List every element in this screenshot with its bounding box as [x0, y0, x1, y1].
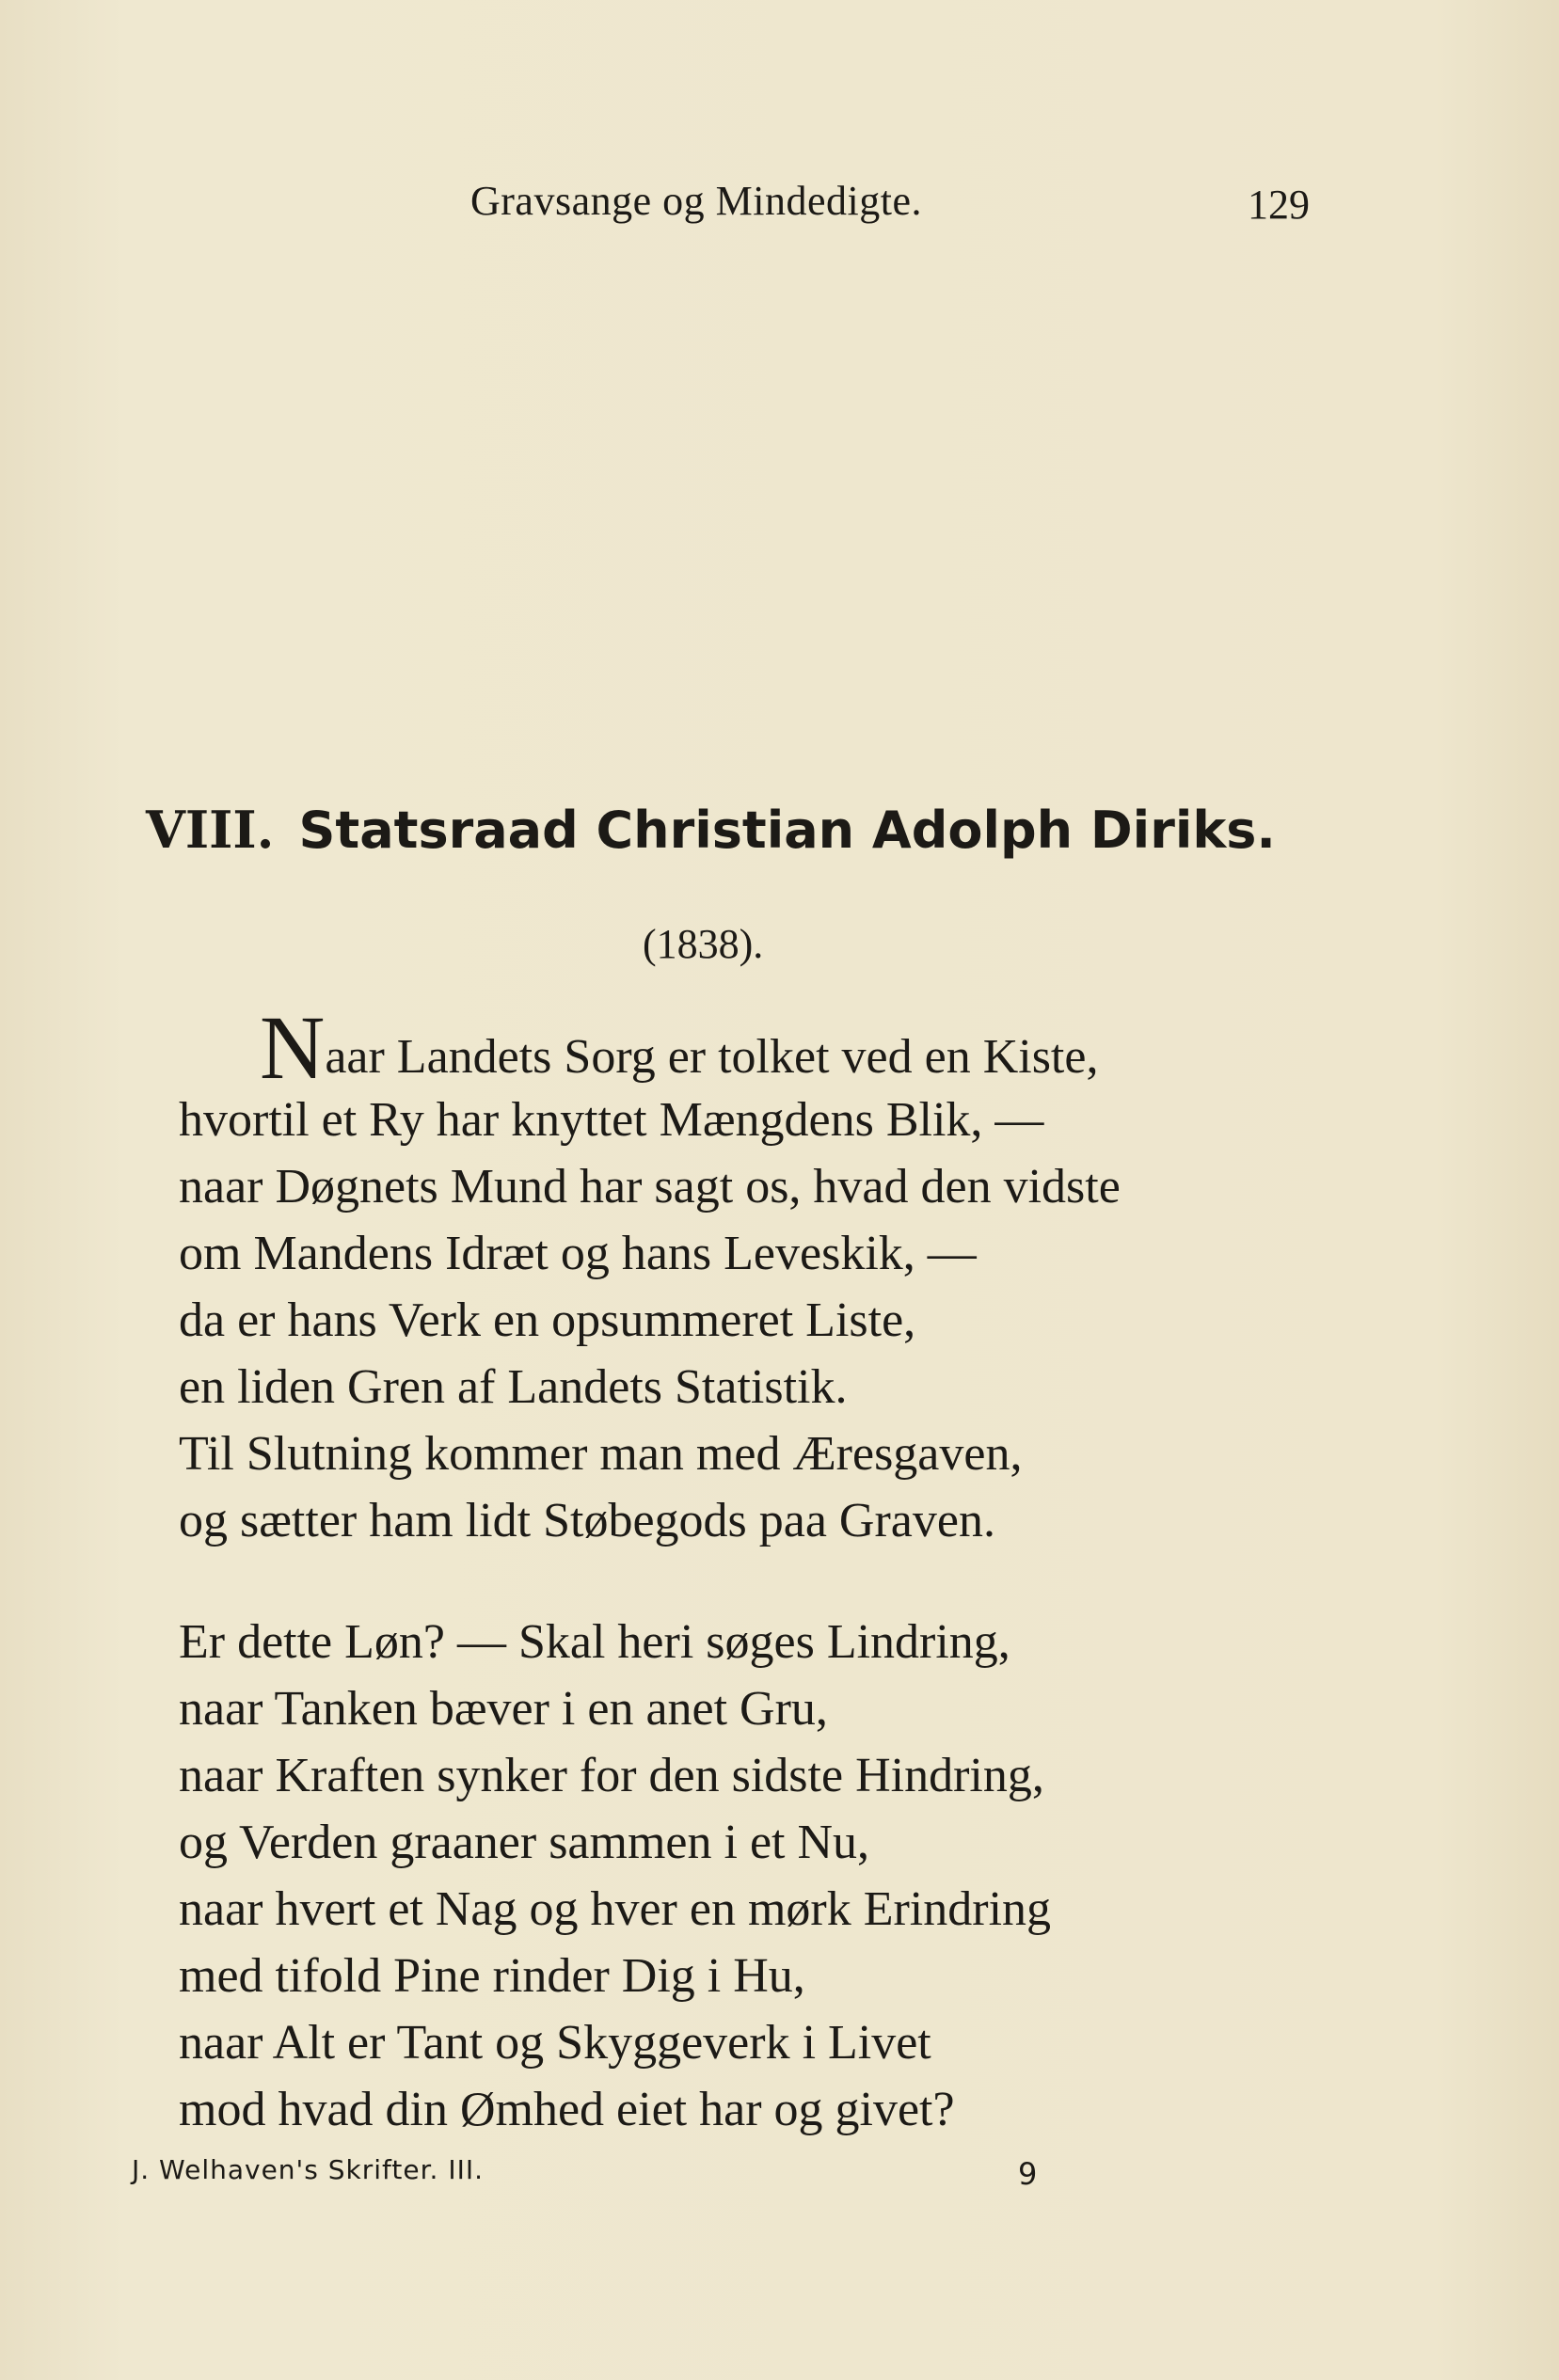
poem-line: Til Slutning kommer man med Æresgaven,	[179, 1427, 1023, 1481]
poem-line-text: aar Landets Sorg er tolket ved en Kiste,	[325, 1030, 1099, 1084]
poem-year: (1838).	[643, 921, 764, 967]
poem-line: Er dette Løn? — Skal heri søges Lindring,	[179, 1615, 1010, 1669]
sheet-number: 9	[1018, 2156, 1038, 2192]
poem-line: naar hvert et Nag og hver en mørk Erindring	[179, 1882, 1052, 1936]
poem-line: mod hvad din Ømhed eiet har og givet?	[179, 2083, 955, 2136]
poem-line: da er hans Verk en opsummeret Liste,	[179, 1293, 916, 1347]
poem-line: naar Tanken bæver i en anet Gru,	[179, 1682, 828, 1736]
poem-line: og sætter ham lidt Støbegods paa Graven.	[179, 1494, 995, 1547]
poem-line: hvortil et Ry har knyttet Mængdens Blik, —	[179, 1093, 1044, 1147]
poem-line	[179, 997, 1121, 1098]
stanza-2	[179, 1609, 1051, 2143]
stanza-1	[179, 997, 1121, 1554]
poem-line: om Mandens Idræt og hans Leveskik, —	[179, 1227, 977, 1280]
footer-signature: J. Welhaven's Skrifter. III.	[132, 2154, 485, 2185]
running-title: Gravsange og Mindedigte.	[470, 178, 922, 224]
page-number: 129	[1248, 182, 1310, 228]
section-number: VIII.	[146, 800, 275, 860]
section-heading	[146, 800, 1463, 860]
section-title: Statsraad Christian Adolph Diriks.	[298, 801, 1276, 860]
poem-line: naar Døgnets Mund har sagt os, hvad den vidste	[179, 1160, 1121, 1214]
poem-line: en liden Gren af Landets Statistik.	[179, 1360, 848, 1414]
poem-line: med tifold Pine rinder Dig i Hu,	[179, 1949, 805, 2003]
drop-cap: N	[260, 997, 326, 1098]
poem-line: naar Kraften synker for den sidste Hindring,	[179, 1749, 1044, 1802]
poem-line: og Verden graaner sammen i et Nu,	[179, 1816, 870, 1869]
poem-line: naar Alt er Tant og Skyggeverk i Livet	[179, 2016, 931, 2070]
